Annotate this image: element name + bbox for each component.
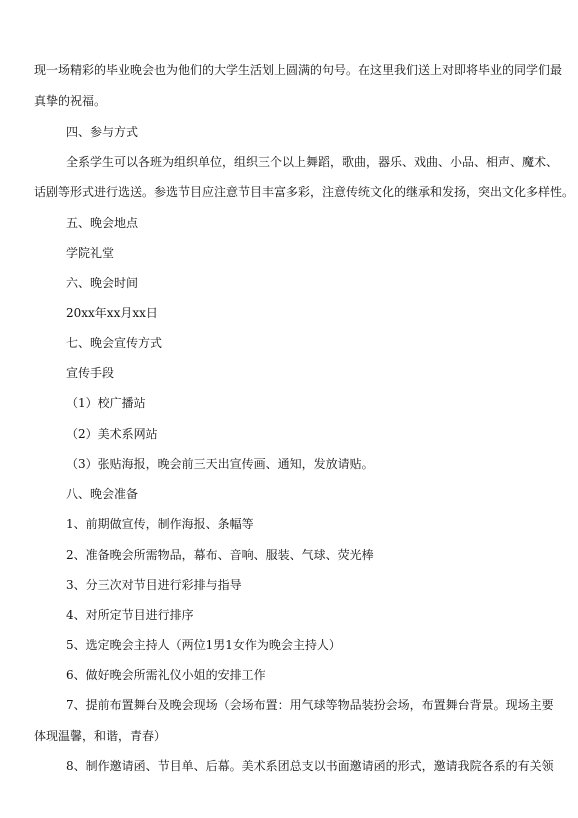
paragraph-line: 体现温馨，和谐，青春） bbox=[34, 729, 167, 743]
list-item: 5、选定晚会主持人（两位1男1女作为晚会主持人） bbox=[66, 638, 341, 652]
paragraph-line: 真挚的祝福。 bbox=[34, 94, 107, 108]
list-item: 3、分三次对节目进行彩排与指导 bbox=[66, 578, 242, 592]
section-heading: 七、晚会宣传方式 bbox=[66, 336, 163, 350]
list-item: （2）美术系网站 bbox=[66, 427, 158, 441]
paragraph-line: 现一场精彩的毕业晚会也为他们的大学生活划上圆满的句号。在这里我们送上对即将毕业的同学们最 bbox=[34, 63, 563, 77]
list-item: 8、制作邀请函、节目单、后幕。美术系团总支以书面邀请函的形式，邀请我院各系的有关领 bbox=[66, 759, 554, 773]
paragraph-line: 全系学生可以各班为组织单位，组织三个以上舞蹈，歌曲，器乐、戏曲、小品、相声、魔术、 bbox=[66, 155, 559, 169]
list-item: 7、提前布置舞台及晚会现场（会场布置：用气球等物品装扮会场，布置舞台背景。现场主要 bbox=[66, 698, 554, 712]
paragraph-line: 宣传手段 bbox=[66, 366, 115, 380]
list-item: 2、准备晚会所需物品，幕布、音响、服装、气球、荧光棒 bbox=[66, 548, 374, 562]
section-heading: 六、晚会时间 bbox=[66, 276, 139, 290]
list-item: （3）张贴海报，晚会前三天出宣传画、通知，发放请贴。 bbox=[66, 457, 374, 471]
list-item: 4、对所定节目进行排序 bbox=[66, 608, 194, 622]
paragraph-line: 学院礼堂 bbox=[66, 246, 115, 260]
paragraph-line: 20xx年xx月xx日 bbox=[66, 306, 158, 320]
list-item: 1、前期做宣传，制作海报、条幅等 bbox=[66, 517, 254, 531]
section-heading: 八、晚会准备 bbox=[66, 487, 139, 501]
paragraph-line: 话剧等形式进行选送。参选节目应注意节目丰富多彩，注意传统文化的继承和发扬，突出文化多样性。 bbox=[34, 185, 575, 199]
list-item: 6、做好晚会所需礼仪小姐的安排工作 bbox=[66, 668, 266, 682]
list-item: （1）校广播站 bbox=[66, 396, 146, 410]
section-heading: 五、晚会地点 bbox=[66, 216, 139, 230]
section-heading: 四、参与方式 bbox=[66, 125, 139, 139]
